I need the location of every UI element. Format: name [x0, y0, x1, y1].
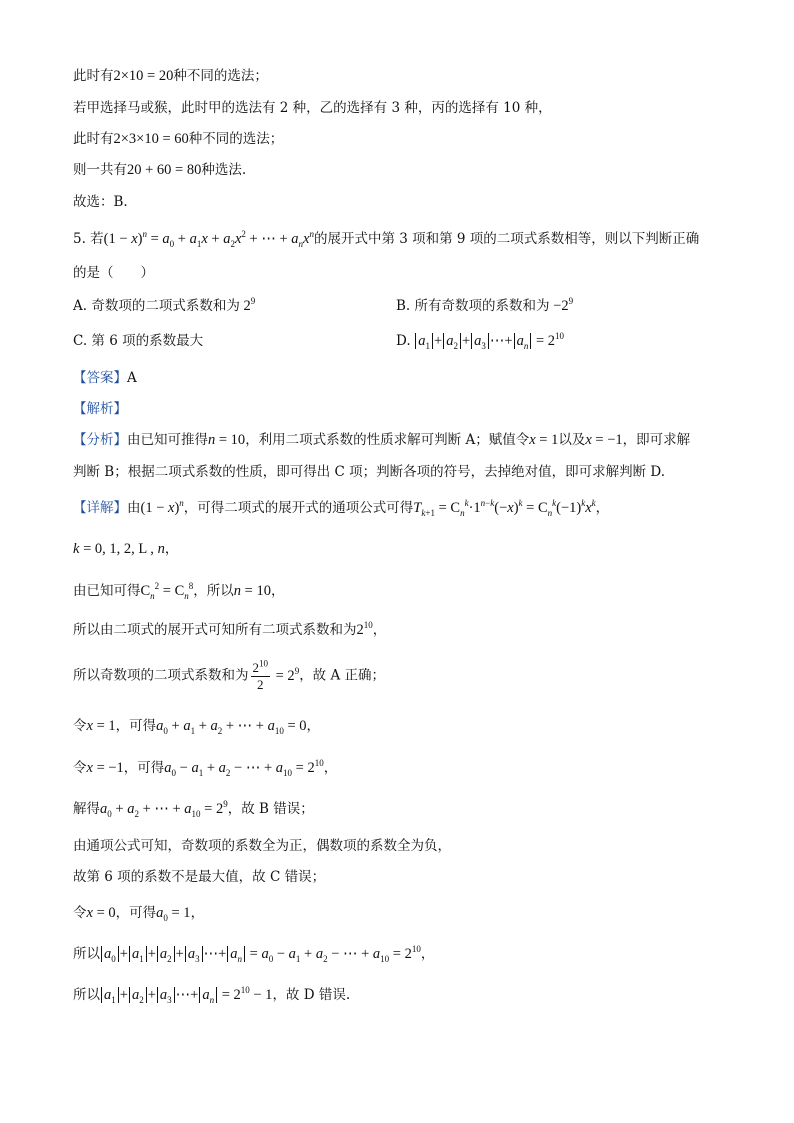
detail-line-3: 所以由二项式的展开式可知所有二项式系数和为$2^{10}$，: [73, 620, 387, 638]
math-expression: 2×3×10 = 60: [113, 131, 189, 147]
detail-line-7: 解得$a_0 + a_2$ + ⋯ + $a_{10} = 2^9$，故 B 错误；: [73, 799, 314, 819]
math-expression: 2×10 = 20: [113, 68, 174, 84]
analysis-heading: 【解析】: [73, 401, 127, 417]
fenxi-line-2: 判断 B；根据二项式系数的性质，即可得出 C 项；判断各项的符号，去掉绝对值，即可求解判断 D.: [73, 464, 666, 480]
question-stem-line-2: 的是（ ）: [73, 265, 154, 281]
math-expression: $(1 - x)^n = a_0 + a_1x + a_2x^2$ + ⋯ + $a_nx^n$: [103, 229, 314, 249]
question-stem: 5. 若$(1 - x)^n = a_0 + a_1x + a_2x^2$ + ⋯ + $a_nx^n$的展开式中第 3 项和第 9 项的二项式系数相等，则以下判断正确: [73, 229, 700, 249]
detail-line-1: 【详解】由$(1 - x)^n$，可得二项式的展开式的通项公式可得$T_{k+1} = C_n^k\cdot 1^{n-k}(-x)^k = C_n^k(-1)^kx^k$，: [73, 498, 610, 518]
detail-line-9: 故第 6 项的系数不是最大值，故 C 错误；: [73, 869, 326, 885]
detail-k-range: k = 0, 1, 2, L , n，: [73, 541, 179, 557]
detail-line-5: 令x = 1，可得$a_0 + a_1 + a_2$ + ⋯ + $a_{10} = 0$，: [73, 718, 321, 736]
option-a: A. 奇数项的二项式系数和为 $2^9$: [73, 296, 256, 314]
detail-line-12: 所以 $a_1 + a_2 + a_3$ ⋯+ $a_n = 2^{10} - 1$，故 D 错误.: [73, 985, 351, 1005]
detail-line-6: 令x = −1，可得$a_0 - a_1 + a_2$ − ⋯ + $a_{10} = 2^{10}$，: [73, 758, 338, 778]
option-d: D. $a_1 + a_2 + a_3$ ⋯+ $a_n = 2^{10}$: [396, 331, 565, 351]
prev-line-5: 故选：B.: [73, 194, 128, 210]
option-c: C. 第 6 项的系数最大: [73, 333, 204, 349]
prev-line-4: 则一共有20 + 60 = 80种选法.: [73, 162, 247, 178]
fraction: $\frac{2^{10}}{2}$: [252, 658, 268, 692]
math-expression: 20 + 60 = 80: [127, 162, 202, 178]
prev-line-3: 此时有2×3×10 = 60种不同的选法；: [73, 131, 284, 147]
prev-line-1: 此时有2×10 = 20种不同的选法；: [73, 68, 268, 84]
fenxi-line-1: 【分析】由已知可推得n = 10，利用二项式系数的性质求解可判断 A；赋值令x = 1以及x = −1，即可求解: [73, 432, 691, 448]
answer-line: 【答案】A: [73, 370, 137, 386]
detail-line-2: 由已知可得$C_n^2 = C_n^8$，所以n = 10，: [73, 581, 285, 601]
detail-line-8: 由通项公式可知，奇数项的系数全为正，偶数项的系数全为负，: [73, 838, 451, 854]
detail-line-11: 所以 $a_0 + a_1 + a_2 + a_3$ ⋯+ $a_n = a_0 - a_1 + a_2$ − ⋯ + $a_{10} = 2^{10}$，: [73, 944, 435, 964]
detail-line-4: 所以奇数项的二项式系数和为 $\frac{2^{10}}{2}$ = $2^9$，故 A 正确；: [73, 658, 386, 692]
option-b: B. 所有奇数项的系数和为 $-2^9$: [396, 296, 574, 314]
detail-line-10: 令x = 0，可得$a_0 = 1$，: [73, 905, 205, 923]
prev-line-2: 若甲选择马或猴，此时甲的选法有 2 种，乙的选择有 3 种，丙的选择有 10 种，: [73, 100, 552, 116]
